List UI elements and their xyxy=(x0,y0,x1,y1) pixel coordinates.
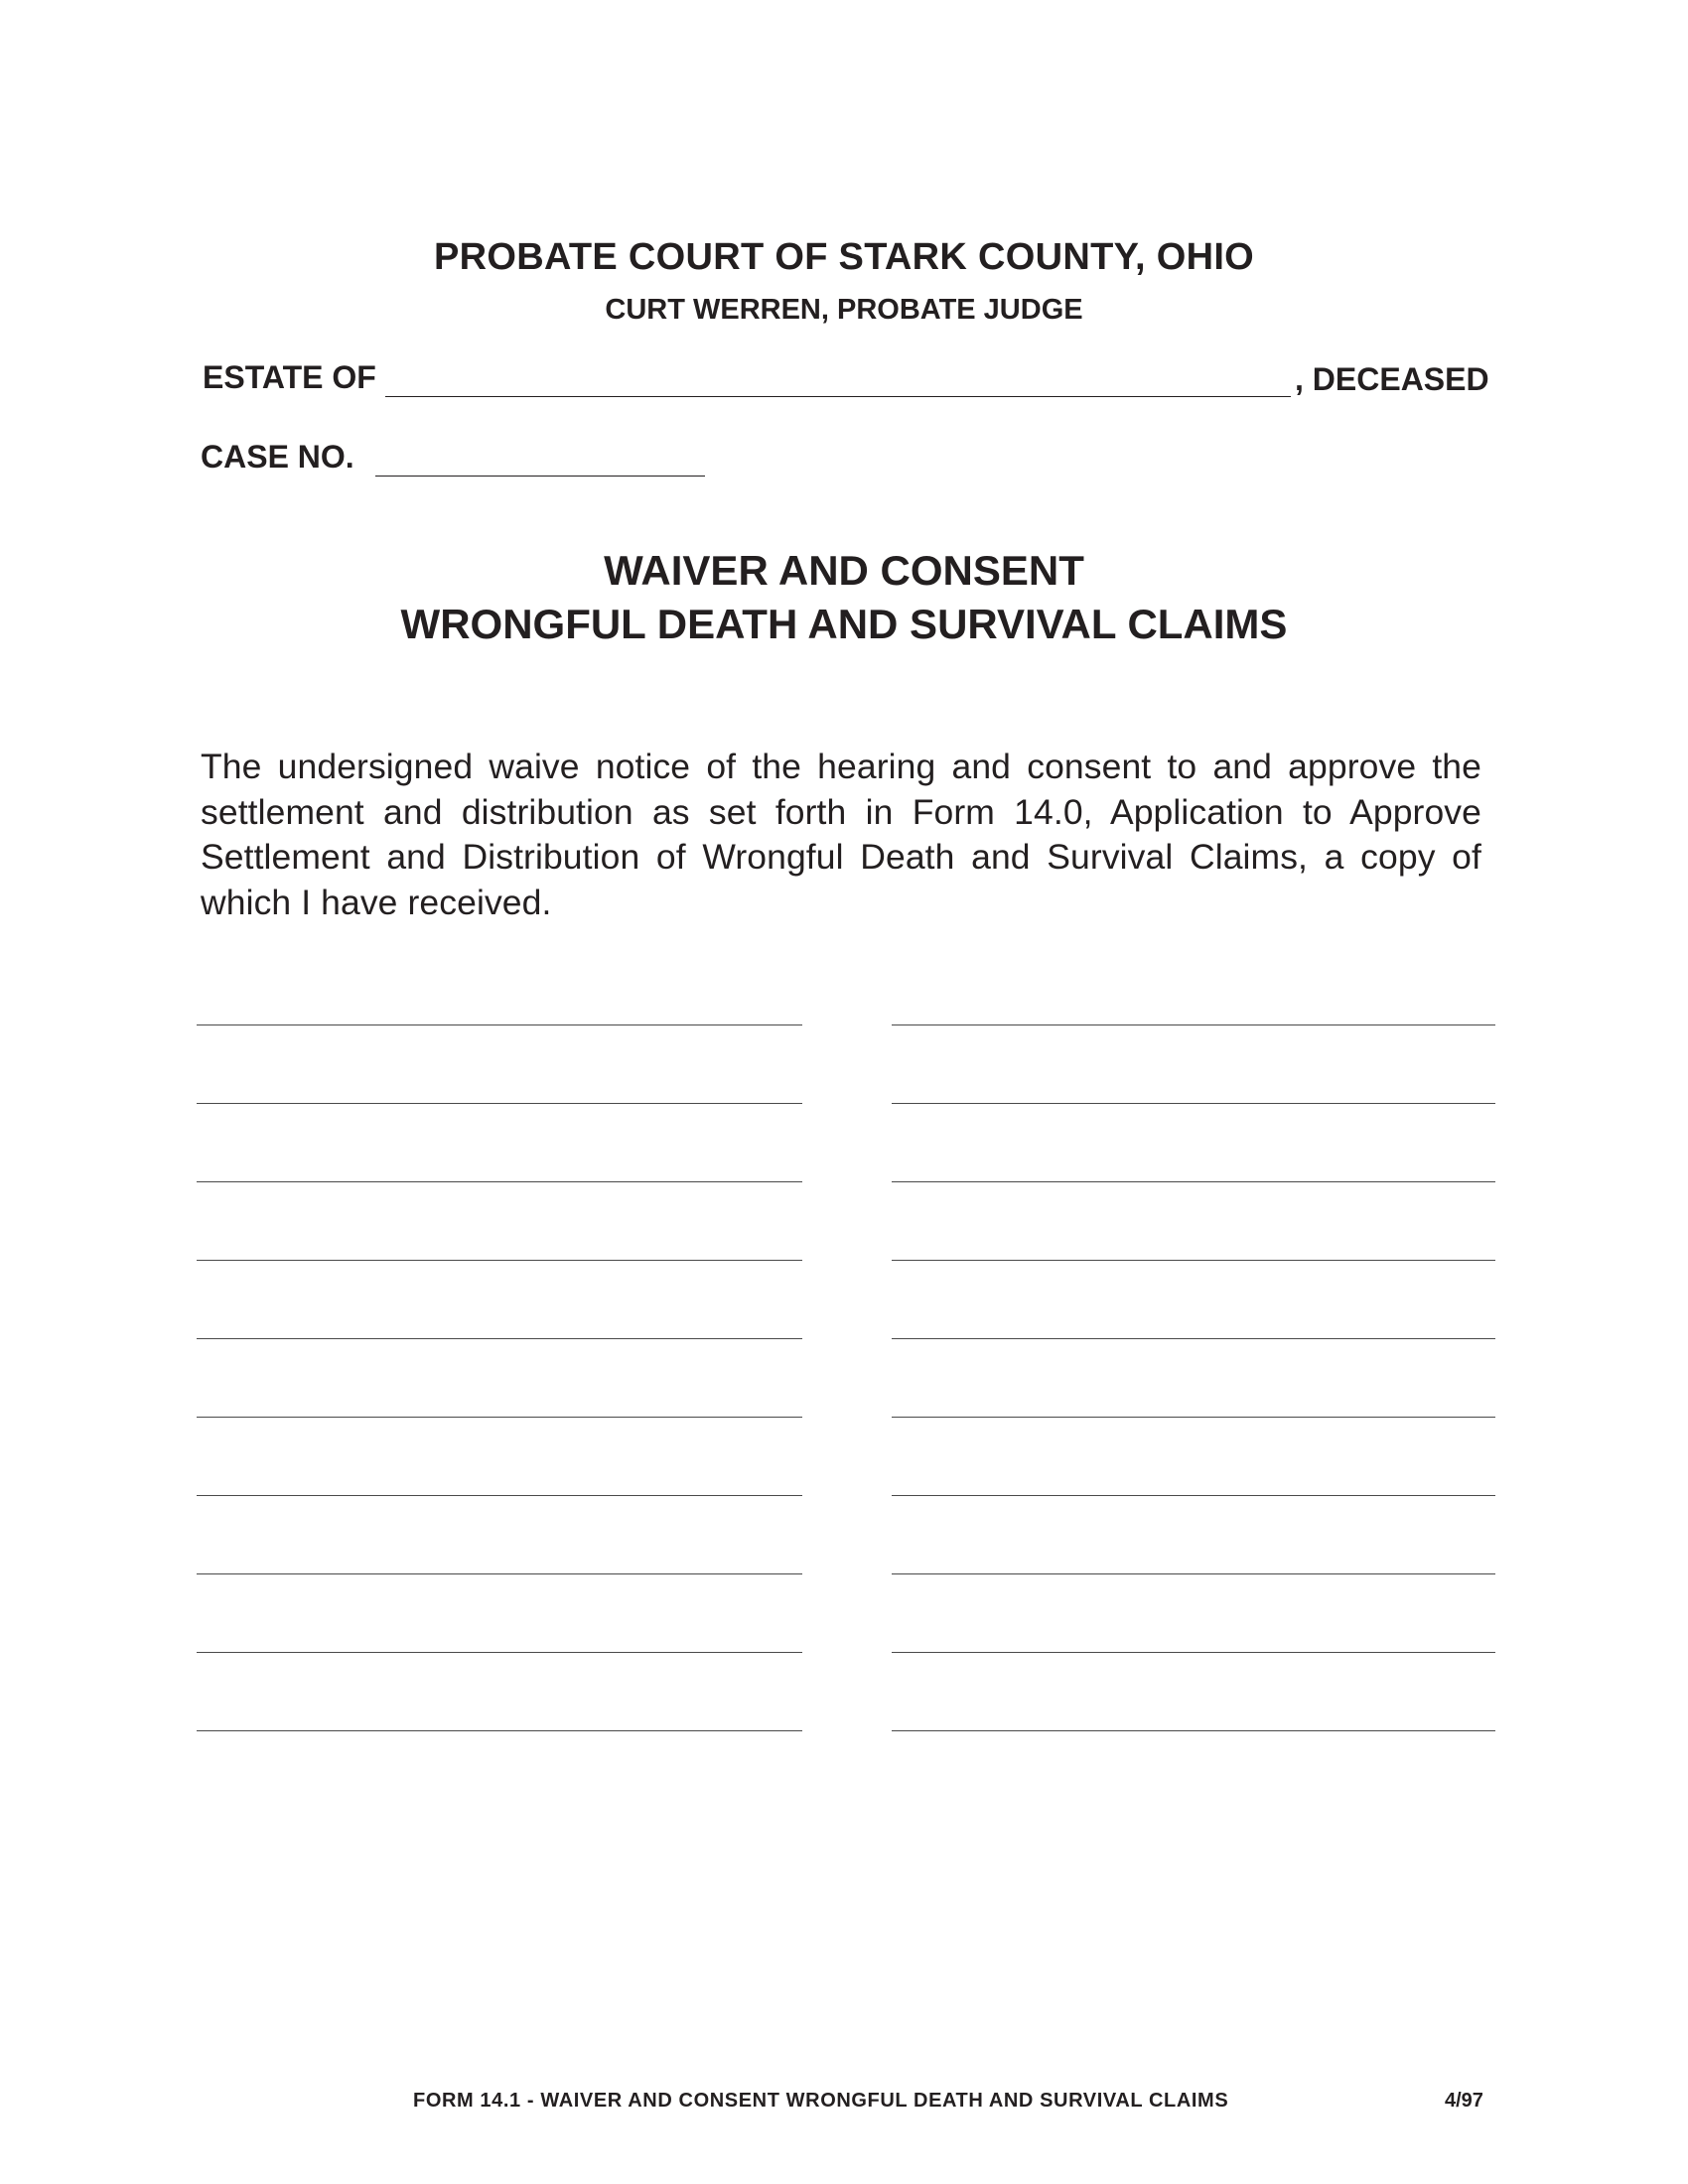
estate-row xyxy=(203,359,1499,399)
deceased-label: , DECEASED xyxy=(1295,361,1489,397)
signature-line[interactable] xyxy=(892,1417,1495,1418)
signature-line[interactable] xyxy=(197,1652,802,1653)
signature-line[interactable] xyxy=(197,1338,802,1339)
signature-line[interactable] xyxy=(892,1181,1495,1182)
signature-line[interactable] xyxy=(197,1495,802,1496)
signature-line[interactable] xyxy=(197,1730,802,1731)
document-title xyxy=(0,544,1688,651)
signature-line[interactable] xyxy=(197,1573,802,1574)
signature-line[interactable] xyxy=(197,1181,802,1182)
case-number-field[interactable] xyxy=(375,476,705,477)
signature-line[interactable] xyxy=(892,1652,1495,1653)
title-line-2: WRONGFUL DEATH AND SURVIVAL CLAIMS xyxy=(400,601,1288,647)
signature-line[interactable] xyxy=(197,1260,802,1261)
signature-line[interactable] xyxy=(197,1024,802,1025)
estate-label: ESTATE OF xyxy=(203,359,376,395)
signature-line[interactable] xyxy=(892,1103,1495,1104)
estate-name-field[interactable] xyxy=(385,396,1291,397)
case-row xyxy=(201,439,717,478)
title-line-1: WAIVER AND CONSENT xyxy=(604,547,1084,594)
signature-line[interactable] xyxy=(892,1260,1495,1261)
signature-line[interactable] xyxy=(892,1573,1495,1574)
signature-line[interactable] xyxy=(892,1730,1495,1731)
footer-form-name: FORM 14.1 - WAIVER AND CONSENT WRONGFUL DEATH AND SURVIVAL CLAIMS xyxy=(413,2090,1229,2112)
case-number-label: CASE NO. xyxy=(201,439,354,475)
signature-line[interactable] xyxy=(892,1338,1495,1339)
signature-line[interactable] xyxy=(892,1495,1495,1496)
signature-line[interactable] xyxy=(197,1417,802,1418)
court-name: PROBATE COURT OF STARK COUNTY, OHIO xyxy=(433,236,1255,278)
signature-line[interactable] xyxy=(197,1103,802,1104)
judge-name: CURT WERREN, PROBATE JUDGE xyxy=(605,294,1083,326)
waiver-paragraph: The undersigned waive notice of the hearing and consent to and approve the settlement and distribution as set forth in Form 14.0, Application to Approve Settlement and Distribution of Wrongful Death and Survival Claims, a copy of which I have received. xyxy=(201,747,1481,922)
footer-revision-date: 4/97 xyxy=(1445,2090,1483,2112)
signature-line[interactable] xyxy=(892,1024,1495,1025)
